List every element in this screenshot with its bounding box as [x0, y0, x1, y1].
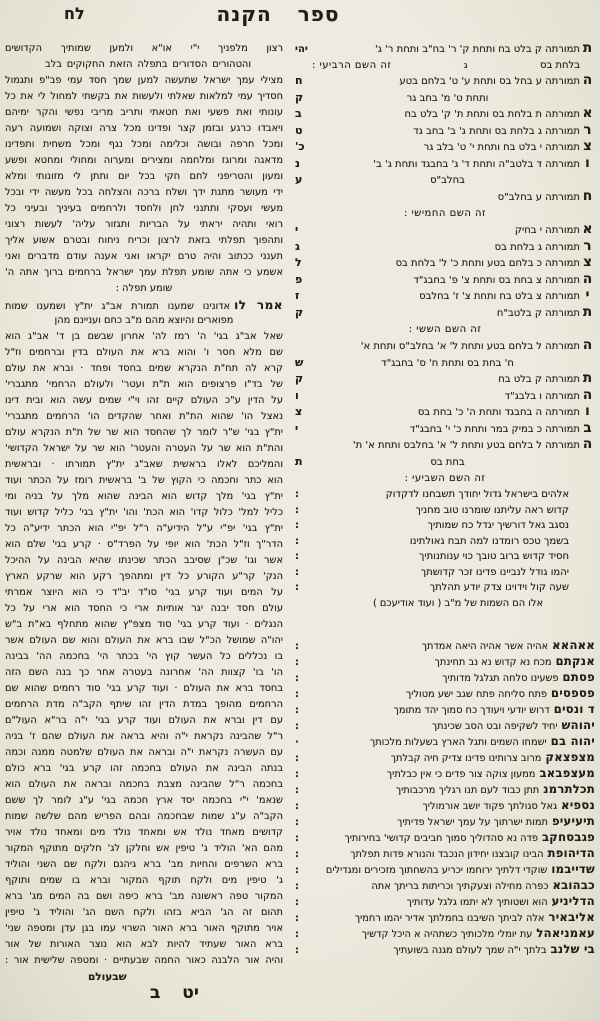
temurah-text: תמורתה ע בחלב"ס [497, 191, 580, 203]
text-line: קרא לה תח"ת הנקרא שמים בחסד ופחד · וברא את עולם [5, 363, 283, 374]
text-line: מפוארים והיוצא מהם מ"ב כחם ועניינם מהן [54, 315, 234, 326]
text-line: על הדין ע"כ העולם קיים זהו וי"י שמים עשה הוא ובית דינו [5, 395, 283, 406]
acrostic-lead-word: מצפצאק [545, 749, 595, 764]
entry-initial-letter: ר [583, 237, 592, 254]
acrostic-text: ישמחו השמים ותגל הארץ בשעלות מלכותך [369, 736, 547, 748]
line-end-mark: : [295, 672, 299, 684]
acrostic-lead-word: אליבאיר [548, 909, 595, 924]
temurah-continuation-with-header [295, 58, 595, 74]
text-line: ג' טיפין מים ולקח תוקף המקור וברא בו שמים ותוקף [5, 875, 283, 886]
margin-letter: נ [295, 156, 300, 170]
temurah-row [295, 73, 595, 90]
acrostic-lead-word: פגבסחקב [541, 829, 595, 844]
line-end-mark: : [295, 912, 299, 924]
text-line: מצילי עמך ישראל שתעשה למען שמך חסד עמי פב"פ ותגמול [5, 75, 283, 86]
text-line: והטהורים הסדורים בתפלה הזאת החקוקים בלב [45, 59, 251, 70]
text-line: הרחמים מהופך במדת הדין זהו שיתף הקב"ה מדת הרחמים [5, 699, 283, 710]
text-line: כליל למל' כלול קדו' הוא הכת' והו' ית"ץ בגי' כליל קדוש ועוד [5, 507, 283, 518]
right-text-column [295, 41, 595, 958]
text-line: שם מלא חסר ו' והוא ברא את העולם בדין וברחמים וז"ל [5, 347, 283, 358]
entry-initial-letter: ה [582, 270, 593, 287]
line-end-mark: : [295, 752, 299, 764]
acrostic-lead-word: אאהאא [552, 637, 595, 652]
acrostic-lead-word: הדליניע [551, 893, 595, 908]
temurah-row [295, 156, 595, 173]
temurah-text: תמורתה ק בלט בח [498, 374, 580, 385]
temurah-text: תמורתה ג בלחת בס [494, 241, 580, 253]
temurah-row [295, 41, 595, 58]
section-header: זה השם הרביעי : [312, 59, 392, 71]
acrostic-text: הבינו קובצנו יחידון הנכבד והנורא פדות תפלתך [350, 848, 544, 860]
acrostic-text: תמות ישרתוך על עמך ישראל פדיתיך [397, 816, 548, 828]
temurah-text: תמורתה ד בלטב"ה ותחת ד' ג' בחבגד ותחת ג' ב' [373, 158, 580, 170]
prayer-text: קדוש ראה עליתנו שומרנו טוב מחניך [415, 504, 569, 516]
text-line: אשר וגו' שכ"ן שסיבב הכתר שכינתו שהיא הבינה על ההיכל [5, 555, 283, 566]
temurah-text: תמורתה ת בלחת בס ותחת ת' ק' בלט בח [404, 109, 580, 120]
line-end-mark: : [295, 551, 299, 562]
temurah-text: בחת בס [430, 456, 465, 468]
temurah-row [295, 272, 595, 289]
line-end-mark: : [295, 520, 299, 531]
acrostic-text: יחיד לשקיפה ובט הסב שכינתך [431, 720, 558, 732]
line-end-mark: · [295, 736, 299, 748]
temurah-text: תמורתה צ בלט בח ותחת צ' ז' בחלבס [419, 291, 580, 302]
line-end-mark: : [295, 504, 299, 516]
temurah-row [295, 172, 595, 189]
prayer-line [295, 503, 595, 519]
acrostic-lead-word: עאמניאהל [536, 925, 595, 940]
acrostic-line [295, 798, 595, 814]
margin-letter: ב [295, 107, 302, 120]
margin-letter: ו [295, 388, 299, 402]
temurah-row [295, 255, 595, 272]
text-line: ית"ץ בגי' ש"ר לומר לך שהחסד הוא שר של ת"ת הנקרא עולם [5, 427, 283, 438]
text-line: הו' בו' קצוות הה' אחרונה בעטרה אחר כך בנה השם הזה [5, 667, 283, 678]
margin-letter: ז [295, 289, 300, 302]
left-text-column [5, 41, 283, 969]
text-line: והיה אור הלבנה כאור החמה שבעתיים · ומטפה שלישית אור : [5, 955, 283, 966]
text-line: אויר מתוקף האור ברא האור השרוי עמו בגן עדן ומטפה שני' [5, 923, 283, 934]
text-line: ברא האור שעתיד להיות לבא הוא נוצר האורות של אור [5, 939, 283, 950]
text-line: בחסד ברא את העולם · ועוד קרע בגי' סוד רחמים שהוא שם [5, 683, 283, 694]
text-line: שומע תפלה : [115, 283, 173, 294]
paragraph-lead-word: אמר לו [234, 298, 283, 312]
acrostic-line [295, 686, 595, 702]
temurah-row [295, 355, 595, 372]
line-end-mark: : [295, 784, 299, 796]
prayer-line [295, 518, 595, 534]
names-note: אלו הם השמות של מ"ב ( ועוד אודיעכם ) [372, 597, 544, 609]
acrostic-text: מרוב צרותינו פדינו צדיק חיה קבלתך [390, 752, 542, 764]
line-end-mark: : [295, 896, 299, 908]
temurah-text: ותחת ט' מ' בחב גר [406, 92, 489, 104]
acrostic-line [295, 638, 595, 654]
acrostic-line [295, 814, 595, 830]
temurah-row [295, 454, 595, 471]
acrostic-line [295, 766, 595, 782]
temurah-text: תמורתה ה בחבגד ותחת ה' כ' בחת בס [417, 407, 580, 418]
margin-letter: כ' [295, 140, 305, 153]
acrostic-line [295, 926, 595, 942]
line-end-mark: : [295, 928, 299, 940]
temurah-row [295, 371, 595, 388]
line-end-mark: : [295, 582, 299, 593]
gutter-letter: ג [463, 59, 468, 71]
acrostic-line [295, 910, 595, 926]
entry-initial-letter: ר [583, 121, 592, 138]
text-line: ותהפוך תפלתי בזאת לרצון וכריח ניחוח ובטרם אשוע אליך [5, 235, 283, 246]
acrostic-text: פשעינו סלחה תגלגל מדותיך [442, 672, 559, 684]
temurah-text: תמורתה כ במיק במר ותחת כ' י' בחבג"ד [409, 423, 580, 435]
text-line: והמליכם לאלו בראשית שאב"ג ית"ץ תמורתו · ובראשית [5, 459, 283, 470]
margin-letter: ק [295, 305, 304, 319]
line-end-mark: : [295, 768, 299, 780]
text-line: שנאמ' י"י בחכמה יסד ארץ חכמה בגי' ע"ג לומר לך ששם [5, 795, 283, 806]
entry-initial-letter: ת [582, 40, 593, 56]
text-line: ויאבדו כרגע ובזמן קצר ופדינו מכל צרה וצוקה ושמועה רעה [5, 123, 283, 134]
text-line: חסדיך עמי למלאות שאלתי ולעשות את בקשתי למחול לי את כל [5, 91, 283, 102]
paragraph-opening-line: אמר לואדונינו שמענו תמורת אב"ג ית"ץ ושמענו שמות [5, 298, 283, 312]
quire-signature: יט ב [150, 983, 199, 1003]
acrostic-lead-word: בי שלנב [550, 941, 595, 956]
acrostic-lead-word: פספסים [551, 685, 595, 700]
section-gap [295, 612, 595, 638]
text-line: ומכל חרפה ובושה וכלימה ומכל נגף ומכל משחית ותפדינו [5, 139, 283, 150]
acrostic-lead-word: נספיא [561, 797, 595, 812]
prayer-text: בשמך טכס רומדנו למה תבח גאולתינו [409, 535, 569, 547]
line-end-mark: : [295, 816, 299, 828]
margin-letter: י [295, 421, 299, 435]
margin-letter: יהי [295, 44, 308, 55]
text-line: ית"ץ בגי' יפ"י ע"ל הידיע"ה ר"ל יפ"י הוא הכתר ידיע"ה כל [5, 523, 283, 534]
margin-letter: ק [295, 90, 304, 104]
text-line: והת"ת הוא שר על העטרה והעטר' הוא שר על ישראל הקדושי' [5, 443, 283, 454]
text-line: המקור טפה ראשונה מב' ברא כיפה ושם בה המים מג' ברא [5, 891, 283, 902]
acrostic-text: אהיה אשר אהיה היאה אמדתך [421, 640, 549, 652]
temurah-text: תמורתה י בחיק [514, 225, 580, 236]
temurah-text: תמורתה ל בלחם בטע ותחת ל' א' בחלבס ותחת א' ת' [352, 440, 580, 451]
entry-initial-letter: צ [583, 138, 592, 154]
margin-letter: ג [295, 239, 300, 253]
prayer-line [295, 580, 595, 596]
acrostic-text: בלתך י"ה שמך לעולם מגנה בשועתיך [393, 944, 547, 956]
acrostic-text: שוקדי דלתיך ירוחמו יכריע בהשחתוך מזכירים ומגדילים [325, 864, 548, 876]
text-line: ר"ל שהבינה נקראת י"ה והיא בראה את העולם שהם ז' בניה [5, 731, 283, 742]
acrostic-lead-word: הדיהופת [547, 845, 595, 860]
temurah-text: תמורתה ק בלט בח ותחת ק' ר' בח"ב ותחת ר' ג' [375, 44, 580, 55]
acrostic-line [295, 702, 595, 718]
line-end-mark: : [295, 880, 299, 892]
line-end-mark: : [295, 535, 299, 547]
text-line: רצון מלפניך י"י או"א ולמען שמותיך הקדושים [5, 43, 283, 54]
prayer-text: שעה קול וידוינו צדק יודע תהלתך [429, 582, 569, 593]
acrostic-lead-word: תכלתרמנ [543, 781, 595, 796]
acrostic-text: הוא ושטותיך לא יתמו גלגל עדותיך [406, 896, 548, 908]
text-line: מעשי ועסקי ותתנני לחן ולחסד ולרחמים בעיניך ובעיני כל [5, 203, 283, 214]
text-line: ית"ץ בגי' מלך קדוש הוא הבינה שהוא מלך על בניה ומי [5, 491, 283, 502]
temurah-text: ח' בחת בס ותחת ח' ס' בחבג"ד [381, 357, 514, 369]
acrostic-text: עת יומלי מלכותיך כשתהיה א היכל קדשיך [361, 928, 533, 940]
margin-letter: ח [295, 74, 303, 87]
temurah-row [295, 404, 595, 421]
temurah-text: תמורתה ע בחל בס ותחת ע' ט' בלחם בטע [399, 76, 580, 87]
line-end-mark: : [295, 800, 299, 812]
entry-initial-letter: א [582, 221, 593, 237]
acrostic-text: כפרה מחילה וצעקתיך וכריתות בריתך אתה [371, 880, 549, 892]
entry-initial-letter: ה [582, 436, 593, 452]
entry-initial-letter: ח [582, 187, 593, 204]
entry-initial-letter: ו [585, 154, 590, 171]
section-header: זה השם הששי : [408, 324, 482, 335]
acrostic-line [295, 878, 595, 894]
prayer-text: נסגב גאל דורשיך יגדל כח שמותיך [427, 520, 569, 531]
temurah-row [295, 388, 595, 405]
margin-letter: ט [295, 123, 303, 137]
line-end-mark: : [295, 566, 299, 578]
temurah-text: תמורתה ו בלבג"ד [504, 390, 580, 402]
text-line: רואי ותהיה יראתי על הבריות ותגזור עליה' לעשות רצוני [5, 219, 283, 230]
margin-letter: ל [295, 256, 302, 269]
margin-letter: פ [295, 272, 303, 286]
entry-initial-letter: ב [583, 419, 592, 436]
line-end-mark: : [295, 656, 299, 668]
temurah-row [295, 139, 595, 156]
text-line: בחכמה ר"ל שהבינה מצבת בחכמה ובראה את העולם הוא [5, 779, 283, 790]
acrostic-lead-word: מעצפבאב [539, 765, 595, 780]
line-end-mark: : [295, 944, 299, 956]
entry-initial-letter: ת [582, 370, 593, 386]
acrostic-text: אלה לביתך השיבנו בחמלתך אדיר יהמו רחמיך [354, 912, 545, 924]
prayer-text: חסיד קדוש ברוב טובך כוי ענותנותיך [419, 551, 569, 562]
acrostic-text: מכח נא קדוש נא נב תחינתך [434, 656, 552, 668]
text-line: נאצל הו' שהוא הת"ת ואחר שהקדים הו' הרחמים מתגברי' [5, 411, 283, 422]
temurah-row [295, 288, 595, 305]
temurah-text: בחלב"ס [430, 175, 465, 186]
acrostic-line [295, 830, 595, 846]
catchword: שבעולם [88, 971, 127, 983]
prayer-line [295, 565, 595, 581]
acrostic-lead-word: שדייבמו [551, 861, 595, 876]
text-line: ומעון והטריפני לחם חקי בכל יום ותתן לי מזונותי ומלא [5, 171, 283, 182]
temurah-row [295, 106, 595, 123]
temurah-row [295, 189, 595, 206]
line-end-mark: : [295, 864, 299, 876]
margin-letter: ש [295, 355, 304, 369]
prayer-text: יהמו גודל לנביינו פדינו זכר קדושתך [420, 566, 569, 578]
line-end-mark: : [295, 832, 299, 844]
acrostic-lead-word: כבהובא [552, 877, 595, 892]
temurah-text: תמורתה י בלט בח ותחת י' ט' בלב גר [423, 142, 580, 153]
temurah-row [295, 305, 595, 322]
temurah-text: תמורתה ק בלטב"ח [496, 307, 580, 319]
folio-number: לח [64, 4, 85, 23]
acrostic-text: ממעון צוקה צור פדים כי אין כבלתיך [386, 768, 536, 780]
entry-initial-letter: י [585, 287, 590, 303]
acrostic-lead-word: יהוהש [561, 717, 595, 732]
text-line: ידי מעושר מתנת ידך ושלח ברכה והצלחה בכל מעשה ידי ובכל [5, 187, 283, 198]
line-end-mark: : [295, 688, 299, 700]
text-columns [5, 41, 595, 969]
acrostic-line [295, 718, 595, 734]
prayer-line [295, 534, 595, 550]
prayer-text: אלהים בישראל גדול יחודך תשבחנו לדקדוק [385, 489, 569, 500]
acrostic-line [295, 846, 595, 862]
margin-letter: ת [295, 454, 303, 468]
book-title-word-hakaneh: הקנה [216, 2, 272, 26]
entry-initial-letter: ת [582, 303, 593, 320]
acrostic-line [295, 734, 595, 750]
text-line: תהום זה הג' הביא בזהו ולקח השם הג' והוליד ג' טיפין [5, 907, 283, 918]
text-line: מדאגה ומרוגז ומלחמה ומצירים ומערוה ומחולי ומחטא ופשע [5, 155, 283, 166]
acrostic-line [295, 654, 595, 670]
margin-letter: ע [295, 173, 303, 186]
entry-initial-letter: ה [582, 386, 593, 403]
text-line: שאל אב"ג בגי' ה' רמז לה' אחרון שבשם בן ד' אב"ג הוא [5, 331, 283, 342]
section-header: זה השם השביעי : [404, 473, 486, 484]
prayer-line [295, 487, 595, 503]
acrostic-lead-word: תיעיעיפ [552, 813, 595, 828]
temurah-row [295, 90, 595, 107]
temurah-row [295, 437, 595, 454]
text-line: הדר"ך וז"ל הכת' הוא יופי על הפרד"ס · קרע בגי' שלם הוא [5, 539, 283, 550]
temurah-row [295, 123, 595, 140]
text-line: על המים ועוד קרע בגי' סו"ד יב"ד כי הוא היוצר אמרתי [5, 587, 283, 598]
prayer-line [295, 549, 595, 565]
temurah-row [295, 338, 595, 355]
temurah-text: תמורתה ל בלחם בטע ותחת ל' א' בחלב"ס ותחת א' [360, 341, 580, 352]
text-line: הנגלים · ועוד קרע בגי' סוד מצפ"ץ שהוא מתחלף בא"ת ב"ש [5, 619, 283, 630]
entry-initial-letter: ה [582, 337, 593, 353]
acrostic-line [295, 750, 595, 766]
line-end-mark: : [295, 848, 299, 860]
margin-letter: י [295, 223, 299, 236]
entry-initial-letter: צ [583, 254, 592, 270]
text-line: יהו"ה שמושל הכ"ל שבו ברא את העולם והוא שם העולם אשר [5, 635, 283, 646]
acrostic-line [295, 894, 595, 910]
acrostic-text: גאל סגולתך פקוד יושב אורמוליך [422, 800, 558, 812]
temurah-text: תמורתה כ בלחם בטע ותחת כ' ל' בלחת בס [395, 258, 580, 269]
text-line: הנק' קר"ע הקורע כל דין ומתהפך רקע הוא שרקע הארץ [5, 571, 283, 582]
text-line: ברא השרפים והחיות מב' ברא גיהנם ולקח שם השני והוליד [5, 859, 283, 870]
line-end-mark: : [295, 720, 299, 732]
acrostic-text: דרוש יודעי ויעודך כח סמוך יהד מתומך [393, 704, 550, 716]
book-title-word-sefer: ספר [297, 2, 340, 26]
entry-initial-letter: א [582, 105, 593, 121]
acrostic-text: פדה נא סהדוליך סמוך חביבים קדושי' בחירותיך [344, 832, 538, 844]
text-line: הקב"ה ע"ג שמות שבחכמה ובהם הפריש מהם שלשה שמות [5, 811, 283, 822]
text-line: עם העשרה נקראת י"ה ובראה את העולם שלמטה ממנה וכמה [5, 747, 283, 758]
line-end-mark: : [295, 704, 299, 716]
acrostic-lead-word: פסתם [562, 669, 595, 684]
text-line: של בד"ו פרצופים הוא ת"ת ועטר' ולעולם הרחמי' מתגברי' [5, 379, 283, 390]
text-line: בו נכללים כל העשר קוץ הי' בכתר הי' בחכמה הה' בבינה [5, 651, 283, 662]
text-line: עם דין וברא את העולם ועוד קרע בגי' י"ה בר"א העול"ם [5, 715, 283, 726]
entry-initial-letter: ו [585, 403, 590, 419]
text-line: אשמע כי אתה שומע תפלת עמך ישראל ברחמים ברוך אתה ה' [5, 267, 283, 278]
acrostic-line [295, 782, 595, 798]
book-title [0, 2, 578, 26]
margin-letter: ק [295, 372, 304, 385]
text-line: הוא כתר וחכמה כי הקוץ של ב' בראשית רומז על הכתר ועוד [5, 475, 283, 486]
temurah-row [295, 222, 595, 239]
text-line: עונותי ואת פשעי ואת חטאתי ותריב מריבי נפשי והקר ימיהם [5, 107, 283, 118]
acrostic-line [295, 670, 595, 686]
margin-letter: צ [295, 405, 303, 418]
acrostic-lead-word: ד ונסים [553, 701, 595, 716]
text-line: עולם חסד יבנה יגר אותיות ארי כי החסד הוא ארי על כל [5, 603, 283, 614]
text-line: תענני ככתוב והיה טרם יקראו ואני אענה עודם מדברים ואני [5, 251, 283, 262]
acrostic-text: פתח סליחה פתח שגב ישע מטוליך [406, 688, 548, 700]
acrostic-line [295, 942, 595, 958]
acrostic-lead-word: אנקתם [555, 653, 595, 668]
temurah-row [295, 239, 595, 256]
entry-initial-letter: ה [582, 72, 593, 88]
temurah-text: תמורתה ג בלחת בס ותחת ג' ב' בחב גד [413, 125, 580, 137]
text-line: בנתה הבינה את העולם בחכמה זהו קרע בגי' ברא כולם [5, 763, 283, 774]
temurah-row [295, 421, 595, 438]
temurah-text: בלחת בס [539, 59, 580, 71]
acrostic-text: תתן כבוד לעם תנו רגליך מרכבותיך [395, 784, 540, 796]
acrostic-line [295, 862, 595, 878]
line-end-mark: : [295, 640, 299, 652]
line-end-mark: : [295, 489, 299, 500]
acrostic-lead-word: יהוה בם [550, 733, 595, 748]
section-header: זה השם החמישי : [403, 208, 487, 219]
text-line: קדושים מאחד נולד אש ומאחד נולד מים ומאחד נולד אויר [5, 827, 283, 838]
text-line: מהם הא' הוליד ג' טיפין אש וחלקן לג' חלקים מתוקף המקור [5, 843, 283, 854]
temurah-text: תמורתה צ בחת בס ותחת צ' פ' בחבג"ד [413, 274, 580, 286]
